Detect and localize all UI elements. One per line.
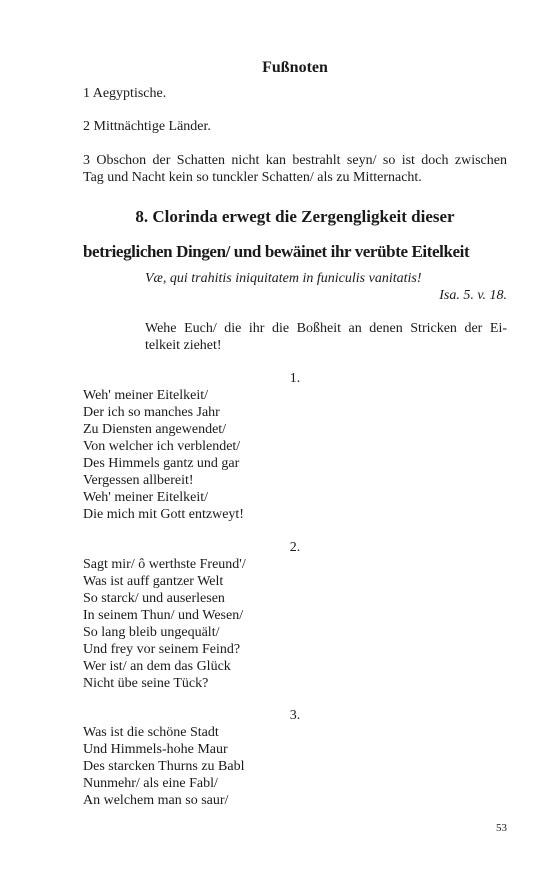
verse-line: Was ist die schöne Stadt (83, 725, 219, 740)
footnote-3-line-1: 3 Obschon der Schatten nicht kan bestrahlt seyn/ so ist doch zwischen (83, 153, 507, 168)
verse-line: So lang bleib ungequält/ (83, 625, 220, 640)
intro-line-1: Wehe Euch/ die ihr die Boßheit an denen Stricken der Ei- (145, 321, 507, 336)
page-number: 53 (496, 822, 507, 834)
verse-line: Sagt mir/ ô werthste Freund'/ (83, 557, 246, 572)
motto-source: Isa. 5. v. 18. (439, 288, 507, 303)
verse-line: In seinem Thun/ und Wesen/ (83, 608, 244, 623)
verse-line: Zu Diensten angewendet/ (83, 422, 227, 437)
verse-line: Der ich so manches Jahr (83, 405, 220, 420)
intro-line-2: telkeit ziehet! (145, 338, 222, 353)
motto-text: Væ, qui trahitis iniquitatem in funiculis vanitatis! (145, 271, 422, 286)
verse-line: Was ist auff gantzer Welt (83, 574, 224, 589)
verse-line: Und Himmels-hohe Maur (83, 742, 228, 757)
verse-line: Und frey vor seinem Feind? (83, 642, 241, 657)
verse-line: Die mich mit Gott entzweyt! (83, 507, 244, 522)
verse-line: Weh' meiner Eitelkeit/ (83, 388, 209, 403)
verse-line: Des Himmels gantz und gar (83, 456, 240, 471)
verse-line: Nicht übe seine Tück? (83, 676, 209, 691)
verse-line: Weh' meiner Eitelkeit/ (83, 490, 209, 505)
stanza-number: 1. (289, 371, 301, 386)
verse-line: Von welcher ich verblendet/ (83, 439, 241, 454)
verse-line: So starck/ und auserlesen (83, 591, 225, 606)
stanza-number: 3. (289, 708, 301, 723)
section-title-line-2: betrieglichen Dingen/ und bewäinet ihr verübte Eitelkeit (83, 242, 470, 261)
verse-line: Vergessen allbereit! (83, 473, 194, 488)
stanza-number: 2. (289, 540, 301, 555)
footnote-3-line-2: Tag und Nacht kein so tunckler Schatten/ als zu Mitternacht. (83, 170, 422, 185)
footnote-1: 1 Aegyptische. (83, 86, 167, 101)
footnote-2: 2 Mittnächtige Länder. (83, 119, 211, 134)
verse-line: Nunmehr/ als eine Fabl/ (83, 776, 218, 791)
footnotes-heading: Fußnoten (262, 59, 328, 76)
verse-line: An welchem man so saur/ (83, 793, 229, 808)
section-title-line-1: 8. Clorinda erwegt die Zergengligkeit dieser (135, 207, 455, 226)
verse-line: Wer ist/ an dem das Glück (83, 659, 231, 674)
verse-line: Des starcken Thurns zu Babl (83, 759, 245, 774)
